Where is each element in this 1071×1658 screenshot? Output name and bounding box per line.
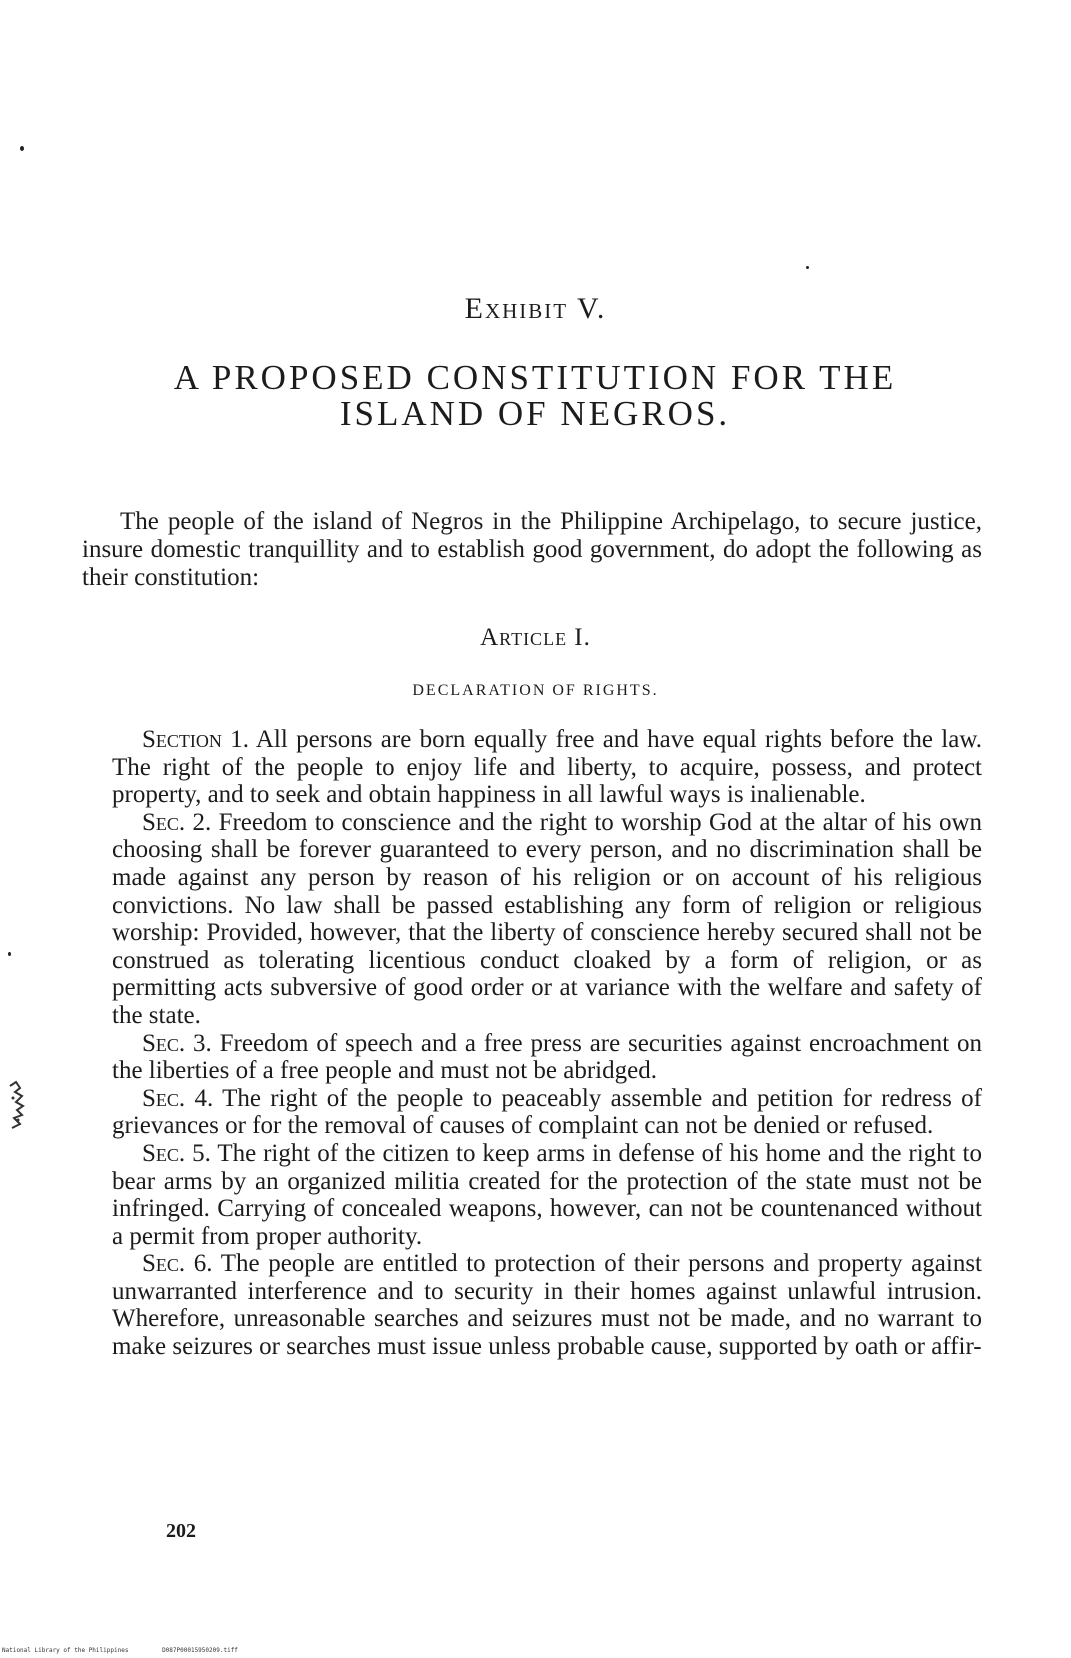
section-paragraph [112,1085,982,1140]
file-name: D087P00015950209.tiff [162,1647,238,1654]
section-paragraph [112,809,982,1030]
section-text: The people are entitled to protection of their persons and property against unwarranted interference and to security in their homes against unlawful intrusion. Wherefore, unreasonable searches and seizures must not be made, and no warrant to make seizures or searches must issue unless probable cause, supported by oath or affir- [112,1250,982,1361]
section-label: Sec. 4. [142,1084,214,1112]
scan-speck [806,266,809,269]
section-text: Freedom to conscience and the right to worship God at the altar of his own choosing shall be forever guaranteed to every person, and no discrimination shall be made against any person by reason of his religion or on account of his religious convictions. No law shall be passed establishing any form of religion or religious worship: Provided, however, that the liberty of conscience hereby secured shall not be construed as tolerating licentious conduct cloaked by a form of religion, or as permitting acts subversive of good order or at variance with the welfare and safety of the state. [112,808,982,1029]
title-line-2: ISLAND OF NEGROS. [339,394,731,433]
section-label: Sec. 6. [142,1250,213,1278]
page-number: 202 [166,1520,196,1542]
section-text: The right of the citizen to keep arms in defense of his home and the right to bear arms by an organized militia created for the protection of the state must not be infringed. Carrying of concealed weapons, however, can not be countenanced without a permit from proper authority. [112,1139,982,1250]
section-subheading: DECLARATION OF RIGHTS. [412,682,659,699]
scan-speck [20,146,24,151]
scan-footer [2,1647,268,1654]
section-paragraph [112,1250,982,1360]
section-paragraph [112,726,982,809]
section-label: Sec. 3. [142,1029,212,1057]
scan-speck [8,952,11,956]
section-label: Section 1. [142,726,249,753]
article-heading: Article I. [480,624,591,651]
section-paragraph [112,1030,982,1085]
section-text: The right of the people to peaceably assemble and petition for redress of grievances or for the removal of causes of complaint can not be denied or refused. [112,1084,982,1140]
exhibit-heading: Exhibit V. [464,292,607,325]
section-text: All persons are born equally free and have equal rights before the law. The right of the people to enjoy life and liberty, to acquire, possess, and protect property, and to seek and obtain happiness in all lawful ways is inalienable. [112,726,982,809]
section-label: Sec. 2. [142,808,212,836]
section-paragraph [112,1140,982,1250]
sections-body [112,726,982,1361]
margin-ink-mark [6,1080,28,1130]
library-credit: National Library of the Philippines [2,1647,129,1654]
preamble-paragraph: The people of the island of Negros in the Philippine Archipelago, to secure justice, insure domestic tranquillity and to establish good government, do adopt the following as their constitution: [82,508,982,591]
document-title [100,360,970,432]
title-line-1: A PROPOSED CONSTITUTION FOR THE [173,358,897,397]
section-text: Freedom of speech and a free press are securities against encroachment on the liberties of a free people and must not be abridged. [112,1029,983,1085]
section-label: Sec. 5. [142,1139,211,1167]
